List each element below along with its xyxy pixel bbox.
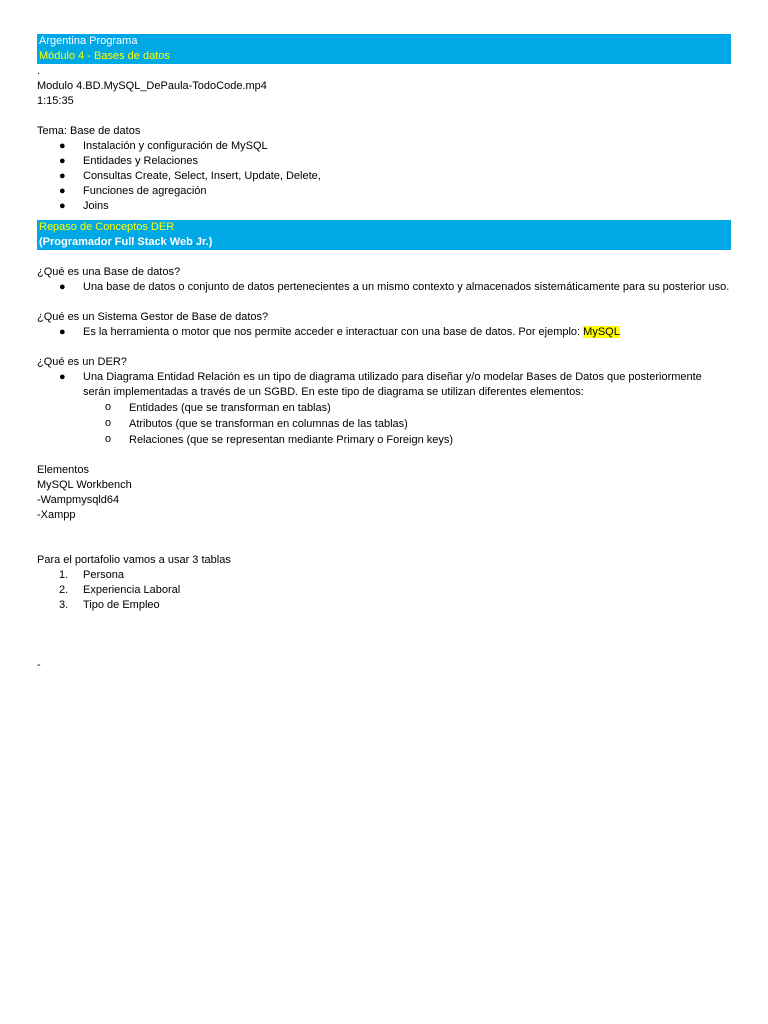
elementos-line: -Wampmysqld64 xyxy=(37,494,120,506)
hollow-circle-icon: o xyxy=(105,401,112,413)
header-subtitle: Módulo 4 - Bases de datos xyxy=(39,50,170,62)
spacer xyxy=(37,613,731,628)
spacer xyxy=(37,628,731,643)
list-item: ● Una base de datos o conjunto de datos pertenecientes a un mismo contexto y almacenados sistemáticamente para su posterior uso. xyxy=(59,281,730,293)
bullet-icon: ● xyxy=(59,200,66,212)
spacer xyxy=(37,340,731,355)
bullet-icon: ● xyxy=(59,326,66,338)
question-der: ¿Qué es un DER? xyxy=(37,356,127,368)
hollow-circle-icon: o xyxy=(105,433,112,445)
intro-dot: . xyxy=(37,65,41,77)
list-item: ● Instalación y configuración de MySQL xyxy=(59,140,268,152)
list-item: o Atributos (que se transforman en columnas de las tablas) xyxy=(105,417,408,430)
answer-list xyxy=(37,280,731,295)
bullet-icon: ● xyxy=(59,185,66,197)
tema-label: Tema: Base de datos xyxy=(37,125,141,137)
answer-list xyxy=(37,370,731,400)
highlighted-text: MySQL xyxy=(583,326,620,338)
question-base-datos: ¿Qué es una Base de datos? xyxy=(37,266,181,278)
der-elements-list xyxy=(37,400,731,448)
spacer xyxy=(37,109,731,124)
list-item: ● Consultas Create, Select, Insert, Update, Delete, xyxy=(59,170,321,182)
spacer xyxy=(37,523,731,538)
footer-dash: - xyxy=(37,659,41,671)
portafolio-tables-list xyxy=(37,568,731,613)
document-page xyxy=(37,34,731,673)
list-item: 1. Persona xyxy=(59,569,124,581)
header-banner xyxy=(37,34,731,64)
bullet-icon: ● xyxy=(59,155,66,167)
video-file-name: Modulo 4.BD.MySQL_DePaula-TodoCode.mp4 xyxy=(37,80,267,92)
list-item: o Entidades (que se transforman en tablas) xyxy=(105,401,331,414)
bullet-icon: ● xyxy=(59,140,66,152)
tema-list xyxy=(37,139,731,214)
repaso-banner xyxy=(37,220,731,250)
elementos-label: Elementos xyxy=(37,464,89,476)
repaso-subtitle: (Programador Full Stack Web Jr.) xyxy=(39,236,213,248)
video-duration: 1:15:35 xyxy=(37,95,74,107)
elementos-line: -Xampp xyxy=(37,509,76,521)
list-item: 2. Experiencia Laboral xyxy=(59,584,181,596)
repaso-title: Repaso de Conceptos DER xyxy=(39,221,175,233)
list-item: 3. Tipo de Empleo xyxy=(59,599,160,611)
spacer xyxy=(37,538,731,553)
spacer xyxy=(37,295,731,310)
spacer xyxy=(37,250,731,265)
hollow-circle-icon: o xyxy=(105,417,112,429)
question-sgbd: ¿Qué es un Sistema Gestor de Base de datos? xyxy=(37,311,269,323)
list-item: ● Entidades y Relaciones xyxy=(59,155,198,167)
spacer xyxy=(37,643,731,658)
answer-list xyxy=(37,325,731,340)
list-item: ● Es la herramienta o motor que nos permite acceder e interactuar con una base de datos. Por ejemplo: MySQL xyxy=(59,326,620,338)
elementos-line: MySQL Workbench xyxy=(37,479,132,491)
bullet-icon: ● xyxy=(59,371,66,383)
spacer xyxy=(37,448,731,463)
list-item: ● Funciones de agregación xyxy=(59,185,207,197)
list-item: ● Joins xyxy=(59,200,109,212)
portafolio-label: Para el portafolio vamos a usar 3 tablas xyxy=(37,554,231,566)
bullet-icon: ● xyxy=(59,170,66,182)
list-item: ● Una Diagrama Entidad Relación es un tipo de diagrama utilizado para diseñar y/o modelar Bases de Datos que posteriormente serán implementadas a través de un SGBD. En este tipo de diagrama se utilizan diferentes elementos: xyxy=(59,371,702,398)
header-title: Argentina Programa xyxy=(39,35,138,47)
list-item: o Relaciones (que se representan mediante Primary o Foreign keys) xyxy=(105,433,454,446)
bullet-icon: ● xyxy=(59,281,66,293)
